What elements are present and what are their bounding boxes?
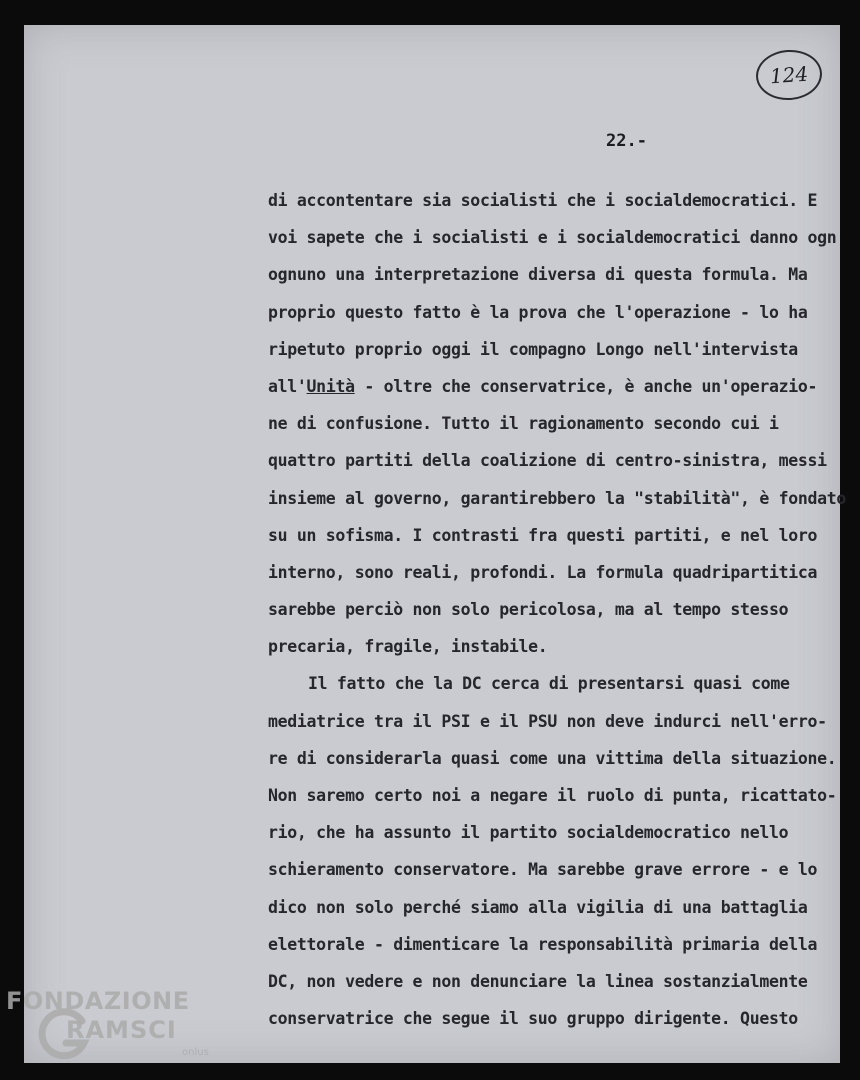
text-segment: quattro partiti della coalizione di centro-sinistra, messi <box>268 451 827 471</box>
text-segment: insieme al governo, garantirebbero la "stabilità", è fondato <box>268 488 847 508</box>
text-segment: ognuno una interpretazione diversa di questa formula. Ma <box>268 265 808 285</box>
text-segment: elettorale - dimenticare la responsabilità primaria della <box>268 934 818 954</box>
text-line <box>268 256 843 293</box>
text-segment: interno, sono reali, profondi. La formula quadripartitica <box>268 562 818 582</box>
text-line <box>268 405 843 442</box>
text-segment: precaria, fragile, instabile. <box>268 637 548 657</box>
watermark-line-1: FONDAZIONE <box>6 987 190 1015</box>
text-segment: rio, che ha assunto il partito socialdemocratico nello <box>268 823 789 843</box>
text-segment: DC, non vedere e non denunciare la linea sostanzialmente <box>268 971 808 991</box>
text-line <box>268 777 843 814</box>
text-line <box>268 480 847 517</box>
text-line <box>268 591 843 628</box>
text-segment: schieramento conservatore. Ma sarebbe grave errore - e lo <box>268 860 818 880</box>
text-line <box>268 554 843 591</box>
text-line <box>268 331 843 368</box>
text-line <box>268 963 843 1000</box>
text-segment: mediatrice tra il PSI e il PSU non deve indurci nell'erro- <box>268 711 827 731</box>
page-number: 22.- <box>606 131 647 151</box>
text-segment: re di considerarla quasi come una vittima della situazione. <box>268 748 837 768</box>
text-line <box>268 703 843 740</box>
text-segment: conservatrice che segue il suo gruppo dirigente. Questo <box>268 1009 798 1029</box>
text-line <box>268 889 843 926</box>
text-line <box>268 1000 843 1037</box>
text-line <box>268 628 843 665</box>
text-segment: Il fatto che la DC cerca di presentarsi quasi come <box>308 674 790 694</box>
text-line <box>268 219 843 256</box>
text-line <box>268 926 843 963</box>
text-segment: all' <box>268 376 307 396</box>
text-segment: ne di confusione. Tutto il ragionamento secondo cui i <box>268 414 779 434</box>
archive-page-number-text: 124 <box>769 61 809 89</box>
text-segment: su un sofisma. I contrasti fra questi partiti, e nel loro <box>268 525 818 545</box>
text-line <box>268 182 843 219</box>
underlined-title: Unità <box>306 376 355 396</box>
text-line <box>268 740 843 777</box>
text-segment: sarebbe perciò non solo pericolosa, ma al tempo stesso <box>268 600 789 620</box>
text-line <box>268 665 843 702</box>
watermark-line-2: RAMSCI <box>66 1016 177 1044</box>
text-line <box>268 517 843 554</box>
fondazione-gramsci-watermark <box>6 985 216 1075</box>
text-segment: di accontentare sia socialisti che i socialdemocratici. E <box>268 191 818 210</box>
text-segment: Non saremo certo noi a negare il ruolo di punta, ricattato- <box>268 786 837 805</box>
text-segment: ripetuto proprio oggi il compagno Longo nell'intervista <box>268 339 798 359</box>
text-segment: voi sapete che i socialisti e i socialdemocratici danno ogn <box>268 228 837 248</box>
text-segment: - oltre che conservatrice, è anche un'operazio- <box>354 376 818 396</box>
text-line <box>268 442 843 479</box>
text-segment: dico non solo perché siamo alla vigilia di una battaglia <box>268 897 808 917</box>
text-line <box>268 368 843 405</box>
typed-text-body <box>268 182 847 1037</box>
text-line <box>268 851 843 888</box>
text-line <box>268 814 843 851</box>
watermark-subtitle: onlus <box>182 1047 209 1058</box>
text-line <box>268 294 843 331</box>
text-segment: proprio questo fatto è la prova che l'operazione - lo ha <box>268 302 808 322</box>
